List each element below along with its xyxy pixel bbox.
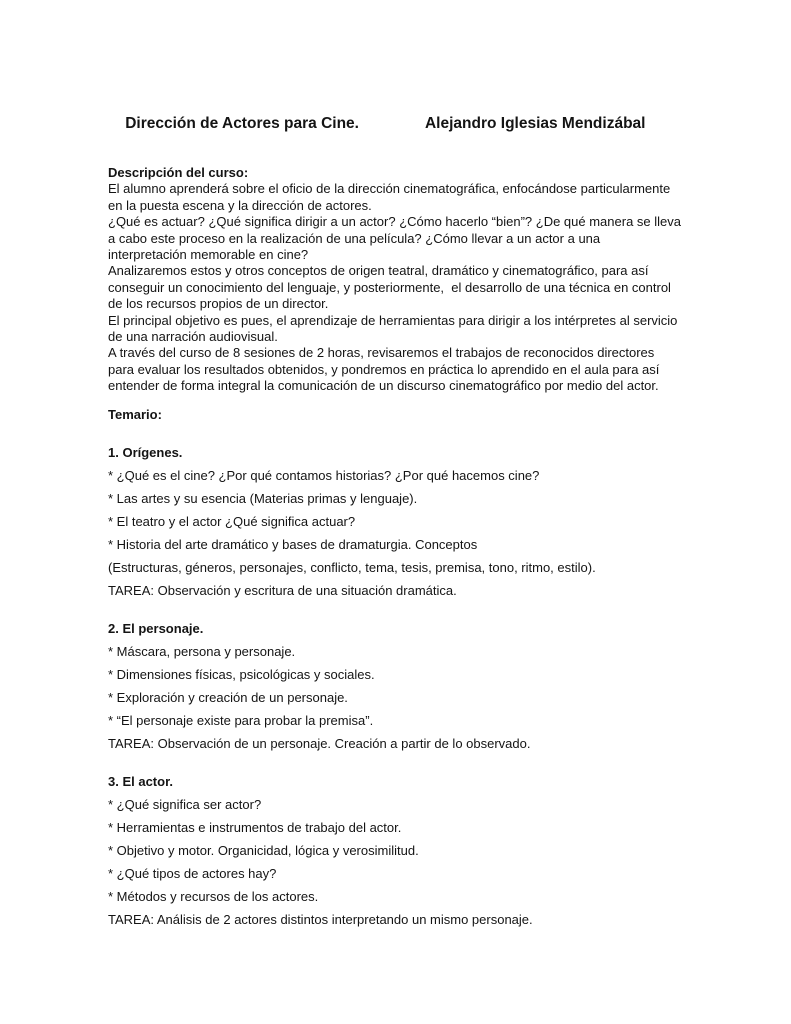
title-row — [108, 95, 748, 152]
topic-item: (Estructuras, géneros, personajes, conflicto, tema, tesis, premisa, tono, ritmo, estilo). — [108, 559, 596, 575]
topic-item: * Exploración y creación de un personaje. — [108, 689, 348, 705]
description-line: A través del curso de 8 sesiones de 2 horas, revisaremos el trabajos de reconocidos directores — [108, 345, 655, 361]
topic-item: * Máscara, persona y personaje. — [108, 643, 296, 659]
topic-item: * ¿Qué es el cine? ¿Por qué contamos historias? ¿Por qué hacemos cine? — [108, 467, 540, 483]
course-description — [108, 165, 748, 395]
description-line: El principal objetivo es pues, el aprendizaje de herramientas para dirigir a los intérpretes al servicio — [108, 312, 678, 328]
description-line: en la puesta escena y la dirección de actores. — [108, 197, 372, 213]
description-heading: Descripción del curso: — [108, 165, 249, 180]
topic-item: * Las artes y su esencia (Materias primas y lenguaje). — [108, 490, 418, 506]
description-paragraph — [108, 181, 748, 394]
section-heading: 3. El actor. — [108, 773, 174, 789]
tarea-item: TAREA: Observación de un personaje. Creación a partir de lo observado. — [108, 735, 531, 751]
topic-item: * Objetivo y motor. Organicidad, lógica y verosimilitud. — [108, 842, 419, 858]
syllabus-section — [108, 445, 748, 599]
topic-item: * Historia del arte dramático y bases de dramaturgia. Conceptos — [108, 536, 478, 552]
description-line: ¿Qué es actuar? ¿Qué significa dirigir a un actor? ¿Cómo hacerlo “bien”? ¿De qué manera se lleva — [108, 214, 681, 230]
section-heading: 1. Orígenes. — [108, 444, 183, 460]
topic-item: * Métodos y recursos de los actores. — [108, 888, 319, 904]
topic-item: * ¿Qué significa ser actor? — [108, 796, 262, 812]
topic-item: * Dimensiones físicas, psicológicas y sociales. — [108, 666, 375, 682]
description-line: de los recursos propios de un director. — [108, 296, 329, 312]
topic-item: * ¿Qué tipos de actores hay? — [108, 865, 277, 881]
syllabus-section — [108, 774, 748, 928]
temario-heading: Temario: — [108, 406, 162, 422]
description-line: a cabo este proceso en la realización de una película? ¿Cómo llevar a un actor a una — [108, 230, 601, 246]
topic-item: * El teatro y el actor ¿Qué significa actuar? — [108, 513, 356, 529]
sections-container — [108, 445, 748, 928]
section-heading: 2. El personaje. — [108, 620, 204, 636]
topic-item: * “El personaje existe para probar la premisa”. — [108, 712, 374, 728]
description-line: para evaluar los resultados obtenidos, y pondremos en práctica lo aprendido en el aula para así — [108, 361, 660, 377]
description-line: Analizaremos estos y otros conceptos de origen teatral, dramático y cinematográfico, para así — [108, 263, 649, 279]
document-page — [108, 95, 748, 928]
author-name: Alejandro Iglesias Mendizábal — [424, 115, 646, 132]
description-line: entender de forma integral la comunicación de un discurso cinematográfico por medio del actor. — [108, 378, 659, 394]
tarea-item: TAREA: Análisis de 2 actores distintos interpretando un mismo personaje. — [108, 911, 533, 927]
description-line: de una narración audiovisual. — [108, 329, 278, 345]
description-line: conseguir un conocimiento del lenguaje, y posteriormente, el desarrollo de una técnica en control — [108, 279, 671, 295]
description-line: interpretación memorable en cine? — [108, 247, 309, 263]
document-title: Dirección de Actores para Cine. — [125, 115, 359, 132]
tarea-item: TAREA: Observación y escritura de una situación dramática. — [108, 582, 457, 598]
topic-item: * Herramientas e instrumentos de trabajo del actor. — [108, 819, 402, 835]
description-line: El alumno aprenderá sobre el oficio de la dirección cinematográfica, enfocándose particularmente — [108, 181, 671, 197]
syllabus-section — [108, 621, 748, 752]
